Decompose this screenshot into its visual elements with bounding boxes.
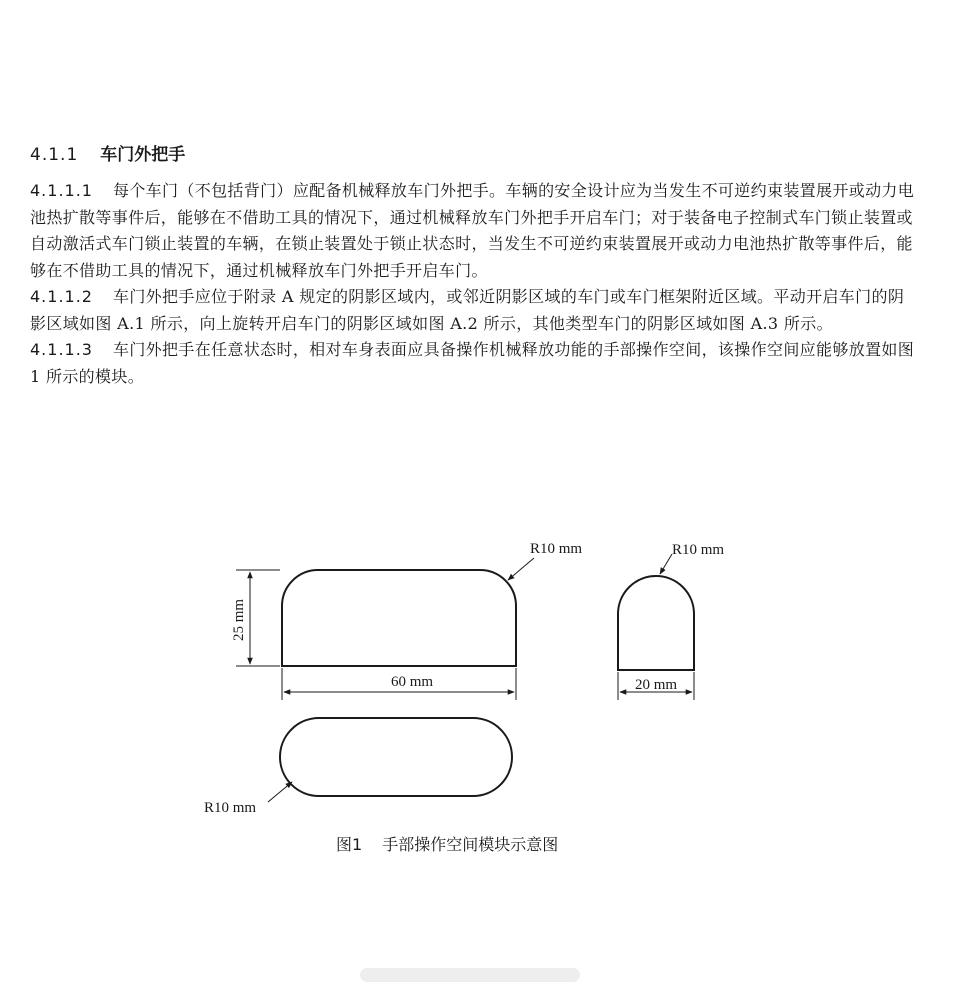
page-indicator-bar [360, 968, 580, 982]
radius-label-side: R10 mm [672, 542, 725, 558]
side-width-dimension-label: 20 mm [634, 677, 678, 693]
paragraph-text: 车门外把手应位于附录 A 规定的阴影区域内，或邻近阴影区域的车门或车门框架附近区域。平动开启车门的阴影区域如图 A.1 所示，向上旋转开启车门的阴影区域如图 A.2 所示，其他类型车门的阴影区域如图 A.3 所示。 [30, 287, 905, 333]
paragraph-text: 每个车门（不包括背门）应配备机械释放车门外把手。车辆的安全设计应为当发生不可逆约束装置展开或动力电池热扩散等事件后，能够在不借助工具的情况下，通过机械释放车门外把手开启车门；对于装备电子控制式车门锁止装置或自动激活式车门锁止装置的车辆，在锁止装置处于锁止状态时，当发生不可逆约束装置展开或动力电池热扩散等事件后，能够在不借助工具的情况下，通过机械释放车门外把手开启车门。 [30, 181, 915, 280]
radius-label-front: R10 mm [530, 541, 583, 557]
figure-number: 图1 [336, 835, 363, 854]
paragraph-number: 4.1.1.1 [30, 181, 93, 200]
module-front-shape [282, 570, 516, 666]
paragraph-number: 4.1.1.3 [30, 340, 93, 359]
section-title: 车门外把手 [100, 145, 186, 165]
width-dimension-label: 60 mm [390, 674, 434, 690]
module-top-shape [280, 718, 512, 796]
module-side-shape [618, 576, 694, 670]
radius-leader-top [268, 782, 292, 802]
radius-leader-front [508, 558, 534, 580]
section-number: 4.1.1 [30, 145, 79, 165]
paragraph-number: 4.1.1.2 [30, 287, 93, 306]
figure-title: 手部操作空间模块示意图 [382, 835, 559, 854]
figure-caption [336, 832, 558, 855]
paragraph-text: 车门外把手在任意状态时，相对车身表面应具备操作机械释放功能的手部操作空间，该操作空间应能够放置如图 1 所示的模块。 [30, 340, 915, 386]
radius-leader-side [660, 554, 672, 574]
height-dimension-label: 25 mm [231, 598, 247, 642]
radius-label-top: R10 mm [204, 800, 257, 816]
